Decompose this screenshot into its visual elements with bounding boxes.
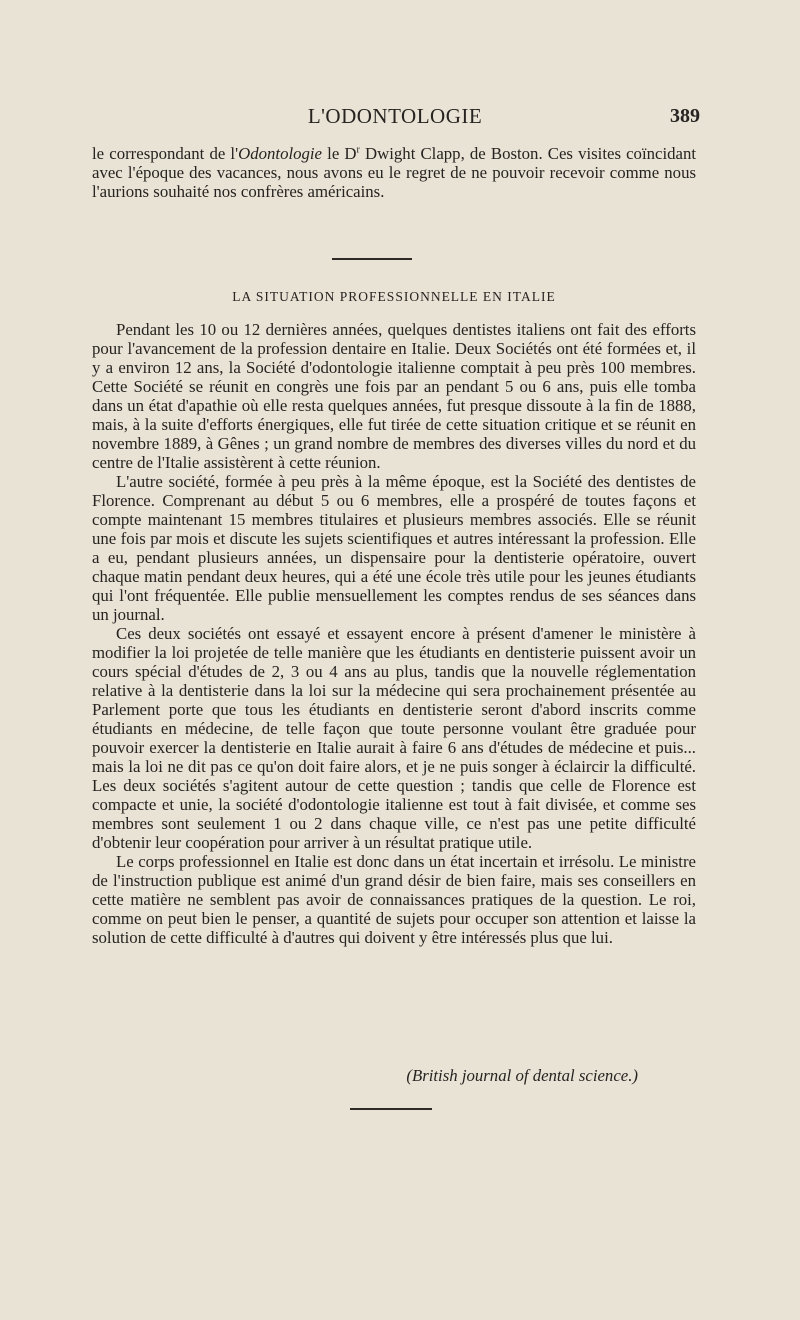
intro-text xyxy=(92,144,696,201)
paragraph: Pendant les 10 ou 12 dernières années, quelques dentistes italiens ont fait des efforts pour l'avancement de la profession dentaire en Italie. Deux Sociétés ont été formées et, il y a environ 12 ans, la Société d'odontologie italienne comptait à peu près 100 membres. Cette Société se réunit en congrès une fois par an pendant 5 ou 6 ans, puis elle tomba dans un état d'apathie où elle resta quelques années, fut presque dissoute à la fin de 1888, mais, à la suite d'efforts énergiques, elle fut tirée de cette situation critique et se réunit en novembre 1889, à Gênes ; un grand nombre de membres des diverses villes du nord et du centre de l'Italie assistèrent à cette réunion. xyxy=(92,320,696,472)
intro-part-3: Dwight Clapp, de Boston. Ces visites coïncidant avec l'époque des vacances, nous avons eu le regret de ne pouvoir recevoir comme nous l'aurions souhaité nos confrères américains. xyxy=(92,144,697,201)
running-head xyxy=(90,104,700,134)
article-body xyxy=(92,320,696,947)
paragraph: Ces deux sociétés ont essayé et essayent encore à présent d'amener le ministère à modifier la loi projetée de telle manière que les étudiants en dentisterie puissent avoir un cours spécial d'études de 2, 3 ou 4 ans au plus, tandis que la nouvelle réglementation relative à la dentisterie dans la loi sur la médecine qui sera prochainement présentée au Parlement porte que tous les étudiants en dentisterie seront d'abord inscrits comme étudiants en médecine, de telle façon que toute personne voulant être graduée pour pouvoir exercer la dentisterie en Italie aurait à faire 6 ans d'études de médecine et puis... mais la loi ne dit pas ce qu'on doit faire alors, et je ne puis songer à éclaircir la difficulté. Les deux sociétés s'agitent autour de cette question ; tandis que celle de Florence est compacte et unie, la société d'odontologie italienne est tout à fait divisée, et comme ses membres sont seulement 1 ou 2 dans chaque ville, ce n'est pas une petite difficulté d'obtenir leur coopération pour arriver à un résultat pratique utile. xyxy=(92,624,696,852)
section-title: LA SITUATION PROFESSIONNELLE EN ITALIE xyxy=(232,289,556,304)
intro-paragraph xyxy=(92,144,696,201)
intro-part-1: le correspondant de l' xyxy=(92,144,239,163)
section-divider-top xyxy=(332,258,412,260)
paragraph: L'autre société, formée à peu près à la même époque, est la Société des dentistes de Florence. Comprenant au début 5 ou 6 membres, elle a prospéré de toutes façons et compte maintenant 15 membres titulaires et plusieurs membres associés. Elle se réunit une fois par mois et discute les sujets scientifiques et autres intéressant la profession. Elle a eu, pendant plusieurs années, un dispensaire pour la dentisterie opératoire, ouvert chaque matin pendant deux heures, qui a été une école très utile pour les jeunes étudiants qui l'ont fréquentée. Elle publie mensuellement les comptes rendus de ses séances dans un journal. xyxy=(92,472,696,624)
running-title: L'ODONTOLOGIE xyxy=(307,104,483,128)
paragraph: Le corps professionnel en Italie est donc dans un état incertain et irrésolu. Le ministre de l'instruction publique est animé d'un grand désir de bien faire, mais ses conseillers en cette matière ne semblent pas avoir de connaissances pratiques de la question. Le roi, comme on peut bien le penser, a quantité de sujets pour occuper son attention et laisse la solution de cette difficulté à d'autres qui doivent y être intéressés plus que lui. xyxy=(92,852,696,947)
title-abbreviation: r xyxy=(356,144,360,156)
section-divider-bottom xyxy=(350,1108,432,1110)
source-citation: (British journal of dental science.) xyxy=(406,1066,638,1085)
intro-part-2: le D xyxy=(322,144,357,163)
page-number: 389 xyxy=(670,105,700,127)
journal-name: Odontologie xyxy=(238,144,323,163)
